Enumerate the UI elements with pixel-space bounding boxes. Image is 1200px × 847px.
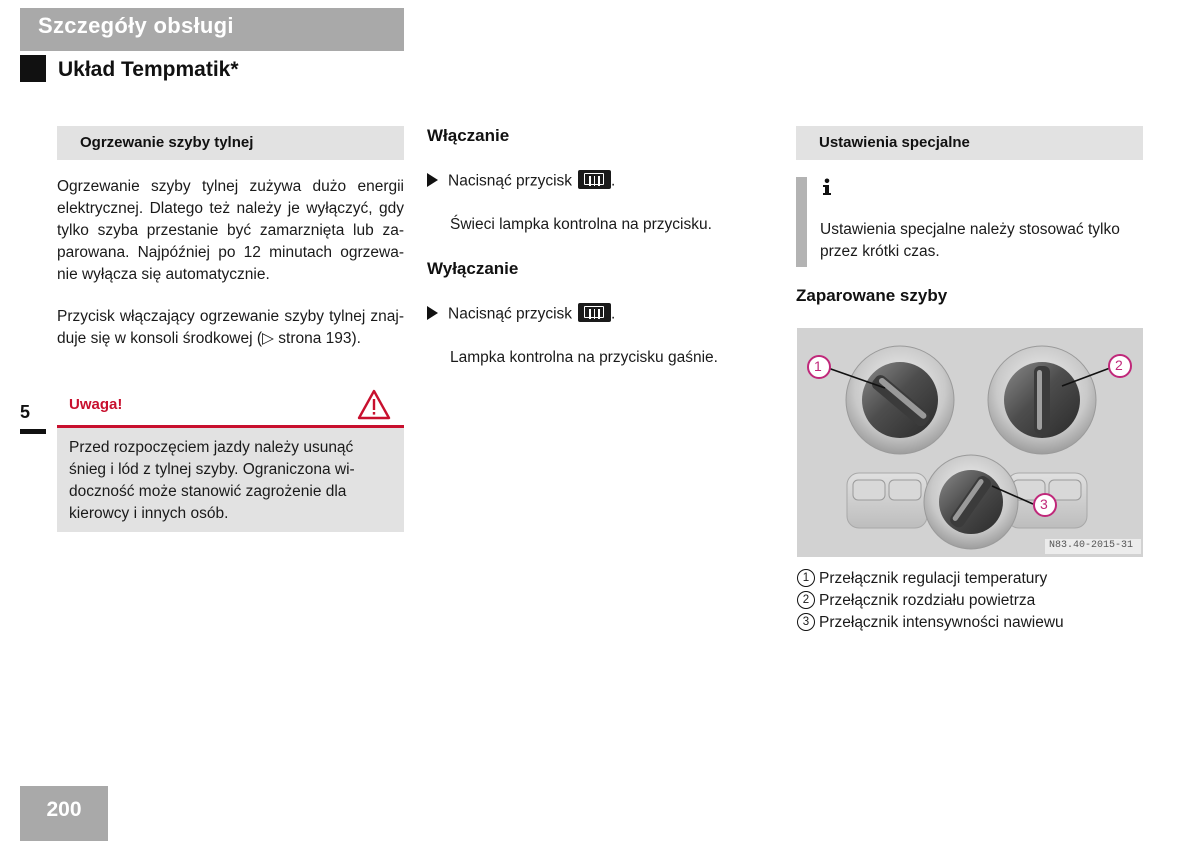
switch-on-step: Nacisnąć przycisk . (427, 172, 615, 191)
rear-defrost-paragraph: Ogrzewanie szyby tylnej zużywa dużo energii elektrycznej. Dlatego też należy je wyłączyć, gdy tylko szyba przestanie być zamarznięta lub za- parowana. Najpóźniej po 12 minutach ogrzewa- nie wyłącza się automatycznie. (57, 178, 404, 283)
legend-item: 3 Przełącznik intensywności nawiewu (797, 614, 1064, 636)
legend-item: 1 Przełącznik regulacji temperatury (797, 570, 1064, 592)
callout-1: 1 (814, 358, 822, 374)
switch-off-step: Nacisnąć przycisk . (427, 305, 615, 324)
warning-divider (57, 425, 404, 428)
rear-defrost-heading: Ogrzewanie szyby tylnej (80, 134, 254, 151)
info-icon (819, 178, 835, 196)
chapter-number: 5 (20, 402, 31, 422)
warning-triangle-icon (357, 389, 391, 420)
warning-label: Uwaga! (69, 396, 123, 413)
page-number: 200 (46, 798, 82, 821)
special-settings-heading-box (796, 126, 1143, 160)
climate-control-photo (797, 328, 1143, 557)
page-title: Układ Tempmatik* (58, 58, 239, 81)
button-location-paragraph: Przycisk włączający ogrzewanie szyby tylnej znaj- duje się w konsoli środkowej (▷ strona 193). (57, 308, 404, 347)
rear-window-defrost-icon (578, 303, 611, 322)
figure-code: N83.40-2015-31 (1049, 540, 1134, 551)
switch-off-heading: Wyłączanie (427, 259, 519, 278)
climate-control-illustration (797, 328, 1143, 557)
warning-text: Przed rozpoczęciem jazdy należy usunąć śnieg i lód z tylnej szyby. Ograniczona wi- doczność może stanowić zagrożenie dla kierowcy i innych osób. (69, 439, 355, 522)
info-sidebar (796, 177, 807, 267)
step-arrow-icon (427, 306, 438, 320)
callout-3: 3 (1040, 496, 1048, 512)
rear-window-defrost-icon (578, 170, 611, 189)
switch-on-heading: Włączanie (427, 126, 510, 145)
switch-on-result: Świeci lampka kontrolna na przycisku. (450, 216, 712, 233)
rear-defrost-heading-box (57, 126, 404, 160)
special-settings-heading: Ustawienia specjalne (819, 134, 970, 151)
section-marker (20, 55, 46, 82)
figure-legend (797, 570, 1064, 636)
chapter-underline (20, 429, 46, 434)
callout-2: 2 (1115, 357, 1123, 373)
fogged-windows-heading: Zaparowane szyby (796, 286, 948, 305)
legend-item: 2 Przełącznik rozdziału powietrza (797, 592, 1064, 614)
switch-off-result: Lampka kontrolna na przycisku gaśnie. (450, 349, 718, 366)
section-title: Szczegóły obsługi (38, 13, 234, 38)
info-text: Ustawienia specjalne należy stosować tylko przez krótki czas. (820, 221, 1120, 260)
step-arrow-icon (427, 173, 438, 187)
